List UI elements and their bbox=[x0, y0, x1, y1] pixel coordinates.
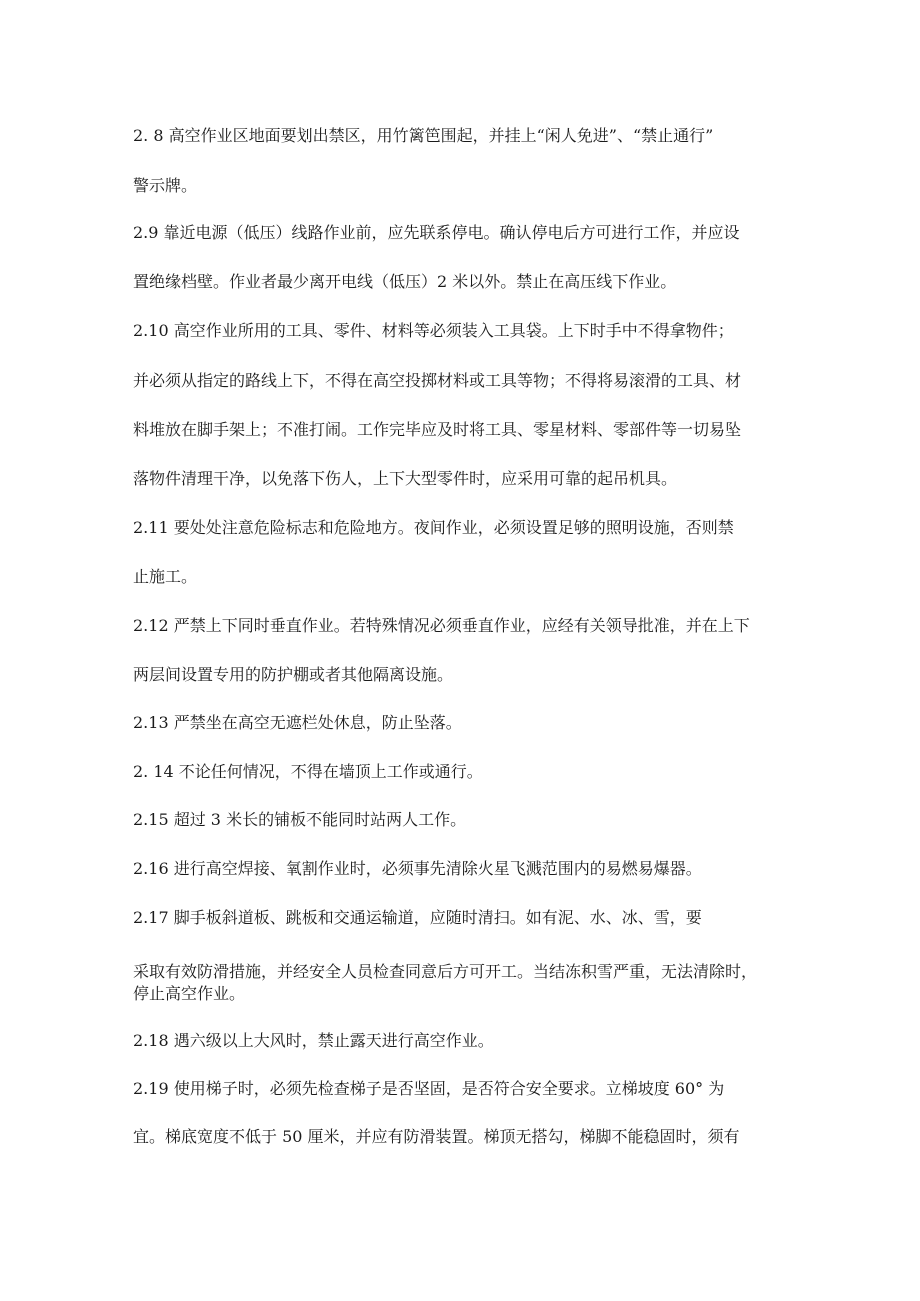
text-line: 料堆放在脚手架上；不准打闹。工作完毕应及时将工具、零星材料、零部件等一切易坠 bbox=[133, 420, 742, 439]
text-line: 置绝缘档壁。作业者最少离开电线（低压）2 米以外。禁止在高压线下作业。 bbox=[133, 272, 677, 291]
text-line: 2.9 靠近电源（低压）线路作业前，应先联系停电。确认停电后方可进行工作，并应设 bbox=[133, 223, 740, 242]
text-line: 2. 8 高空作业区地面要划出禁区，用竹篱笆围起，并挂上“闲人免进”、“禁止通行” bbox=[133, 126, 714, 145]
text-line: 2.15 超过 3 米长的铺板不能同时站两人工作。 bbox=[133, 810, 467, 829]
text-line: 2.11 要处处注意危险标志和危险地方。夜间作业，必须设置足够的照明设施，否则禁 bbox=[133, 518, 734, 537]
text-line: 2.10 高空作业所用的工具、零件、材料等必须装入工具袋。上下时手中不得拿物件； bbox=[133, 321, 734, 340]
text-line: 并必须从指定的路线上下，不得在高空投掷材料或工具等物；不得将易滚滑的工具、材 bbox=[133, 371, 742, 390]
text-line: 采取有效防滑措施，并经安全人员检查同意后方可开工。当结冻积雪严重，无法清除时， bbox=[133, 962, 758, 981]
text-line: 2.18 遇六级以上大风时，禁止露天进行高空作业。 bbox=[133, 1031, 494, 1050]
text-line: 警示牌。 bbox=[133, 176, 198, 195]
text-line: 落物件清理干净，以免落下伤人，上下大型零件时，应采用可靠的起吊机具。 bbox=[133, 469, 678, 488]
text-line: 2.17 脚手板斜道板、跳板和交通运输道，应随时清扫。如有泥、水、冰、雪，要 bbox=[133, 908, 702, 927]
text-line: 止施工。 bbox=[133, 567, 198, 586]
text-line: 2. 14 不论任何情况，不得在墙顶上工作或通行。 bbox=[133, 762, 483, 781]
text-line: 停止高空作业。 bbox=[133, 984, 246, 1003]
text-line: 2.12 严禁上下同时垂直作业。若特殊情况必须垂直作业，应经有关领导批准，并在上下 bbox=[133, 616, 750, 635]
text-line: 两层间设置专用的防护棚或者其他隔离设施。 bbox=[133, 665, 454, 684]
text-line: 2.16 进行高空焊接、氧割作业时，必须事先清除火星飞溅范围内的易燃易爆器。 bbox=[133, 859, 702, 878]
text-line: 2.13 严禁坐在高空无遮栏处休息，防止坠落。 bbox=[133, 713, 462, 732]
text-line: 宜。梯底宽度不低于 50 厘米，并应有防滑装置。梯顶无搭勾，梯脚不能稳固时，须有 bbox=[133, 1127, 740, 1146]
text-line: 2.19 使用梯子时，必须先检查梯子是否坚固，是否符合安全要求。立梯坡度 60° 为 bbox=[133, 1079, 725, 1098]
